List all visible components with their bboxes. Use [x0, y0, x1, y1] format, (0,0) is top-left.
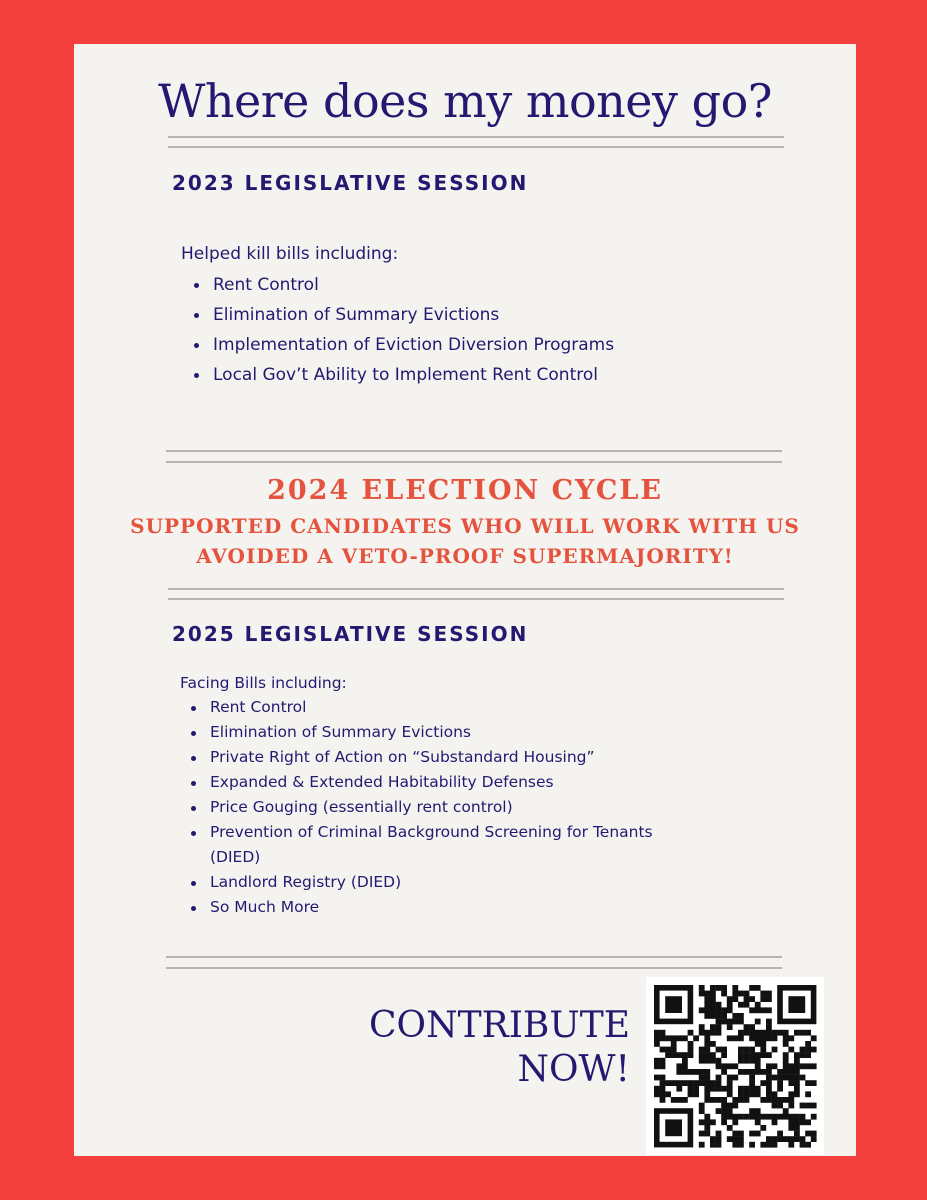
- list-item: Rent Control: [190, 270, 790, 300]
- flyer-card: [74, 44, 856, 1156]
- divider: [166, 461, 782, 463]
- list-item: Private Right of Action on “Substandard Housing”: [187, 745, 667, 770]
- qr-code[interactable]: [646, 977, 824, 1155]
- cta-line-2: NOW!: [517, 1049, 630, 1090]
- election-heading: 2024 ELECTION CYCLE: [267, 475, 663, 506]
- qr-code-image: [646, 977, 824, 1155]
- divider: [168, 146, 784, 148]
- list-item: Elimination of Summary Evictions: [187, 720, 667, 745]
- list-item: Implementation of Eviction Diversion Programs: [190, 330, 790, 360]
- contribute-cta: [369, 1004, 630, 1092]
- election-line-2: AVOIDED A VETO-PROOF SUPERMAJORITY!: [196, 544, 734, 568]
- section-intro-2025: Facing Bills including:: [180, 674, 347, 692]
- list-item: Landlord Registry (DIED): [187, 870, 667, 895]
- divider: [168, 588, 784, 590]
- divider: [168, 136, 784, 138]
- list-item: Local Gov’t Ability to Implement Rent Control: [190, 360, 790, 390]
- divider: [166, 956, 782, 958]
- list-item: Rent Control: [187, 695, 667, 720]
- divider: [166, 450, 782, 452]
- page-title: Where does my money go?: [158, 74, 772, 128]
- divider: [168, 598, 784, 600]
- divider: [166, 967, 782, 969]
- section-intro-2023: Helped kill bills including:: [181, 244, 399, 264]
- list-item: Price Gouging (essentially rent control): [187, 795, 667, 820]
- bill-list-2025: [187, 695, 667, 920]
- section-heading-2025: 2025 LEGISLATIVE SESSION: [172, 622, 529, 646]
- election-line-1: SUPPORTED CANDIDATES WHO WILL WORK WITH US: [130, 514, 800, 538]
- list-item: So Much More: [187, 895, 667, 920]
- list-item: Prevention of Criminal Background Screening for Tenants (DIED): [187, 820, 667, 870]
- section-heading-2023: 2023 LEGISLATIVE SESSION: [172, 171, 529, 195]
- list-item: Expanded & Extended Habitability Defenses: [187, 770, 667, 795]
- cta-line-1: CONTRIBUTE: [369, 1005, 630, 1046]
- bill-list-2023: [190, 270, 790, 390]
- list-item: Elimination of Summary Evictions: [190, 300, 790, 330]
